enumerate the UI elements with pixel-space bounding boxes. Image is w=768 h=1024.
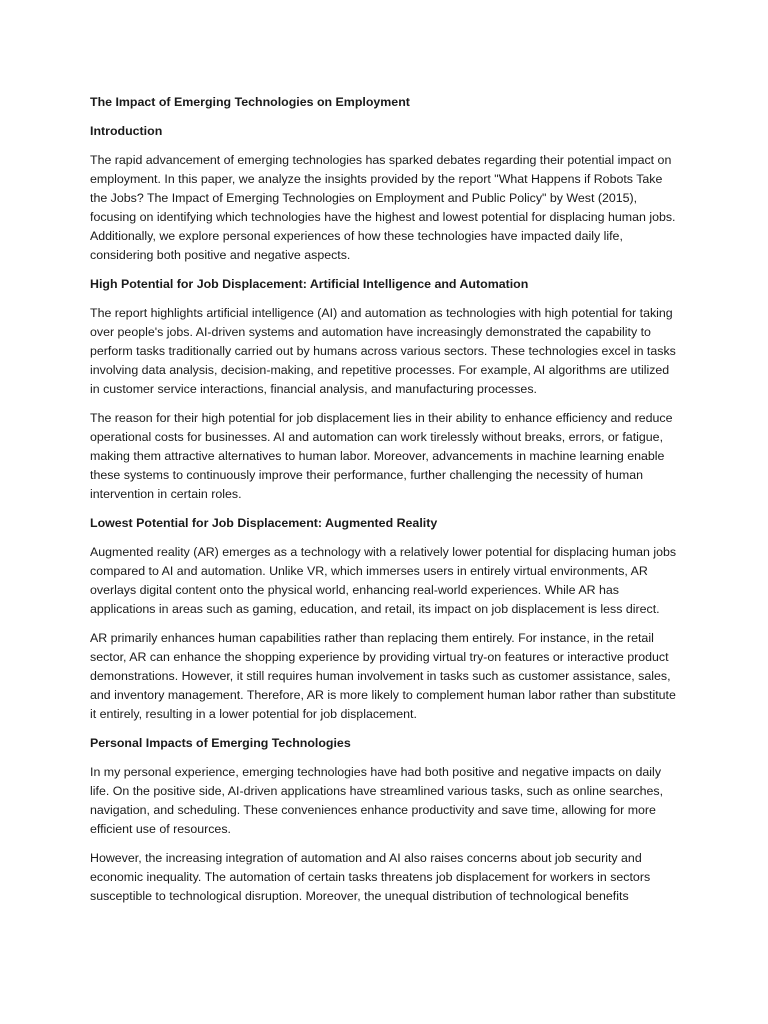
paragraph-personal-impacts-1: In my personal experience, emerging technologies have had both positive and negative impacts on daily life. On the positive side, AI-driven applications have streamlined various tasks, such as online searches, navigation, and scheduling. These conveniences enhance productivity and save time, allowing for more efficient use of resources.: [90, 765, 664, 836]
section-heading-personal-impacts: Personal Impacts of Emerging Technologies: [90, 736, 351, 750]
section-heading-lowest-potential: Lowest Potential for Job Displacement: Augmented Reality: [90, 516, 438, 530]
section-heading-high-potential: High Potential for Job Displacement: Artificial Intelligence and Automation: [90, 277, 529, 291]
paragraph-lowest-potential-2: AR primarily enhances human capabilities rather than replacing them entirely. For instance, in the retail sector, AR can enhance the shopping experience by providing virtual try-on features or interactive product demonstrations. However, it still requires human involvement in tasks such as customer assistance, sales, and inventory management. Therefore, AR is more likely to complement human labor rather than substitute it entirely, resulting in a lower potential for job displacement.: [90, 631, 676, 721]
document-page: [90, 93, 680, 916]
paragraph-lowest-potential-1: Augmented reality (AR) emerges as a technology with a relatively lower potential for displacing human jobs compared to AI and automation. Unlike VR, which immerses users in entirely virtual environments, AR overlays digital content onto the physical world, enhancing real-world experiences. While AR has applications in areas such as gaming, education, and retail, its impact on job displacement is less direct.: [90, 545, 677, 616]
paragraph-introduction-1: The rapid advancement of emerging technologies has sparked debates regarding their potential impact on employment. In this paper, we analyze the insights provided by the report "What Happens if Robots Take the Jobs? The Impact of Emerging Technologies on Employment and Public Policy" by West (2015), focusing on identifying which technologies have the highest and lowest potential for displacing human jobs. Additionally, we explore personal experiences of how these technologies have impacted daily life, considering both positive and negative aspects.: [90, 153, 676, 262]
section-heading-introduction: Introduction: [90, 124, 163, 138]
paragraph-personal-impacts-2: However, the increasing integration of automation and AI also raises concerns about job security and economic inequality. The automation of certain tasks threatens job displacement for workers in sectors susceptible to technological disruption. Moreover, the unequal distribution of technological benefits: [90, 851, 651, 903]
paragraph-high-potential-1: The report highlights artificial intelligence (AI) and automation as technologies with high potential for taking over people's jobs. AI-driven systems and automation have increasingly demonstrated the capability to perform tasks traditionally carried out by humans across various sectors. These technologies excel in tasks involving data analysis, decision-making, and repetitive processes. For example, AI algorithms are utilized in customer service interactions, financial analysis, and manufacturing processes.: [90, 306, 676, 396]
document-title: The Impact of Emerging Technologies on Employment: [90, 95, 410, 109]
paragraph-high-potential-2: The reason for their high potential for job displacement lies in their ability to enhance efficiency and reduce operational costs for businesses. AI and automation can work tirelessly without breaks, errors, or fatigue, making them attractive alternatives to human labor. Moreover, advancements in machine learning enable these systems to continuously improve their performance, further challenging the necessity of human intervention in certain roles.: [90, 411, 673, 501]
